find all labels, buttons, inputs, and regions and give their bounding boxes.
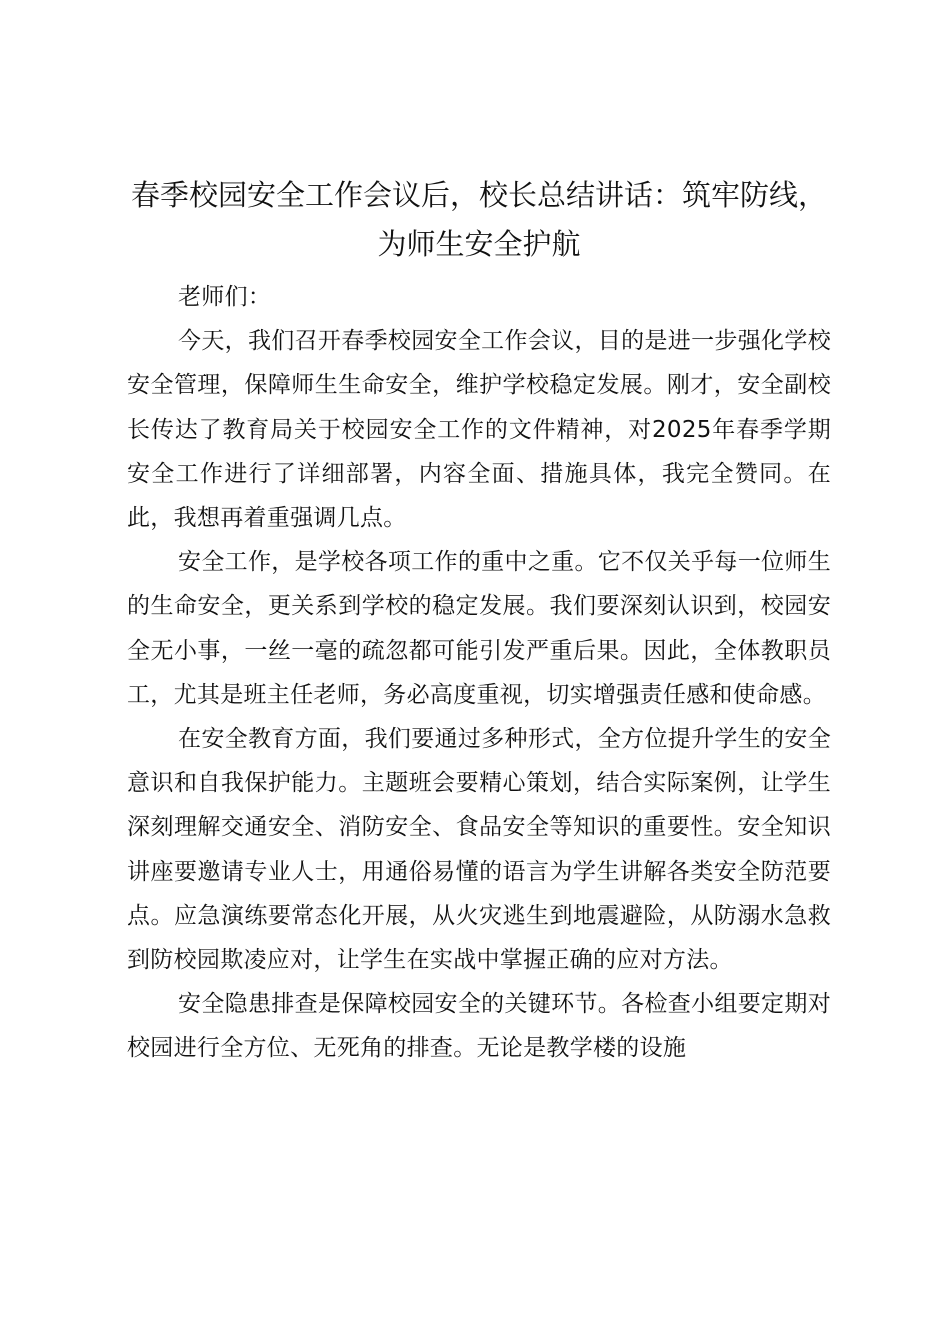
- paragraph: 安全隐患排查是保障校园安全的关键环节。各检查小组要定期对校园进行全方位、无死角的排查。无论是教学楼的设施: [127, 991, 831, 1062]
- salutation: 老师们：: [178, 284, 272, 310]
- paragraph: 在安全教育方面，我们要通过多种形式，全方位提升学生的安全意识和自我保护能力。主题班会要精心策划，结合实际案例，让学生深刻理解交通安全、消防安全、食品安全等知识的重要性。安全知识讲座要邀请专业人士，用通俗易懂的语言为学生讲解各类安全防范要点。应急演练要常态化开展，从火灾逃生到地震避险，从防溺水急救到防校园欺凌应对，让学生在实战中掌握正确的应对方法。: [127, 726, 831, 974]
- paragraph: 安全工作，是学校各项工作的重中之重。它不仅关乎每一位师生的生命安全，更关系到学校的稳定发展。我们要深刻认识到，校园安全无小事，一丝一毫的疏忽都可能引发严重后果。因此，全体教职员工，尤其是班主任老师，务必高度重视，切实增强责任感和使命感。: [127, 549, 831, 708]
- document-body: [127, 275, 831, 1071]
- paragraph: 今天，我们召开春季校园安全工作会议，目的是进一步强化学校安全管理，保障师生生命安全，维护学校稳定发展。刚才，安全副校长传达了教育局关于校园安全工作的文件精神，对2025年春季学期安全工作进行了详细部署，内容全面、措施具体，我完全赞同。在此，我想再着重强调几点。: [127, 328, 831, 532]
- document-title: 春季校园安全工作会议后，校长总结讲话：筑牢防线，为师生安全护航: [130, 178, 827, 261]
- document-content: [127, 171, 831, 1071]
